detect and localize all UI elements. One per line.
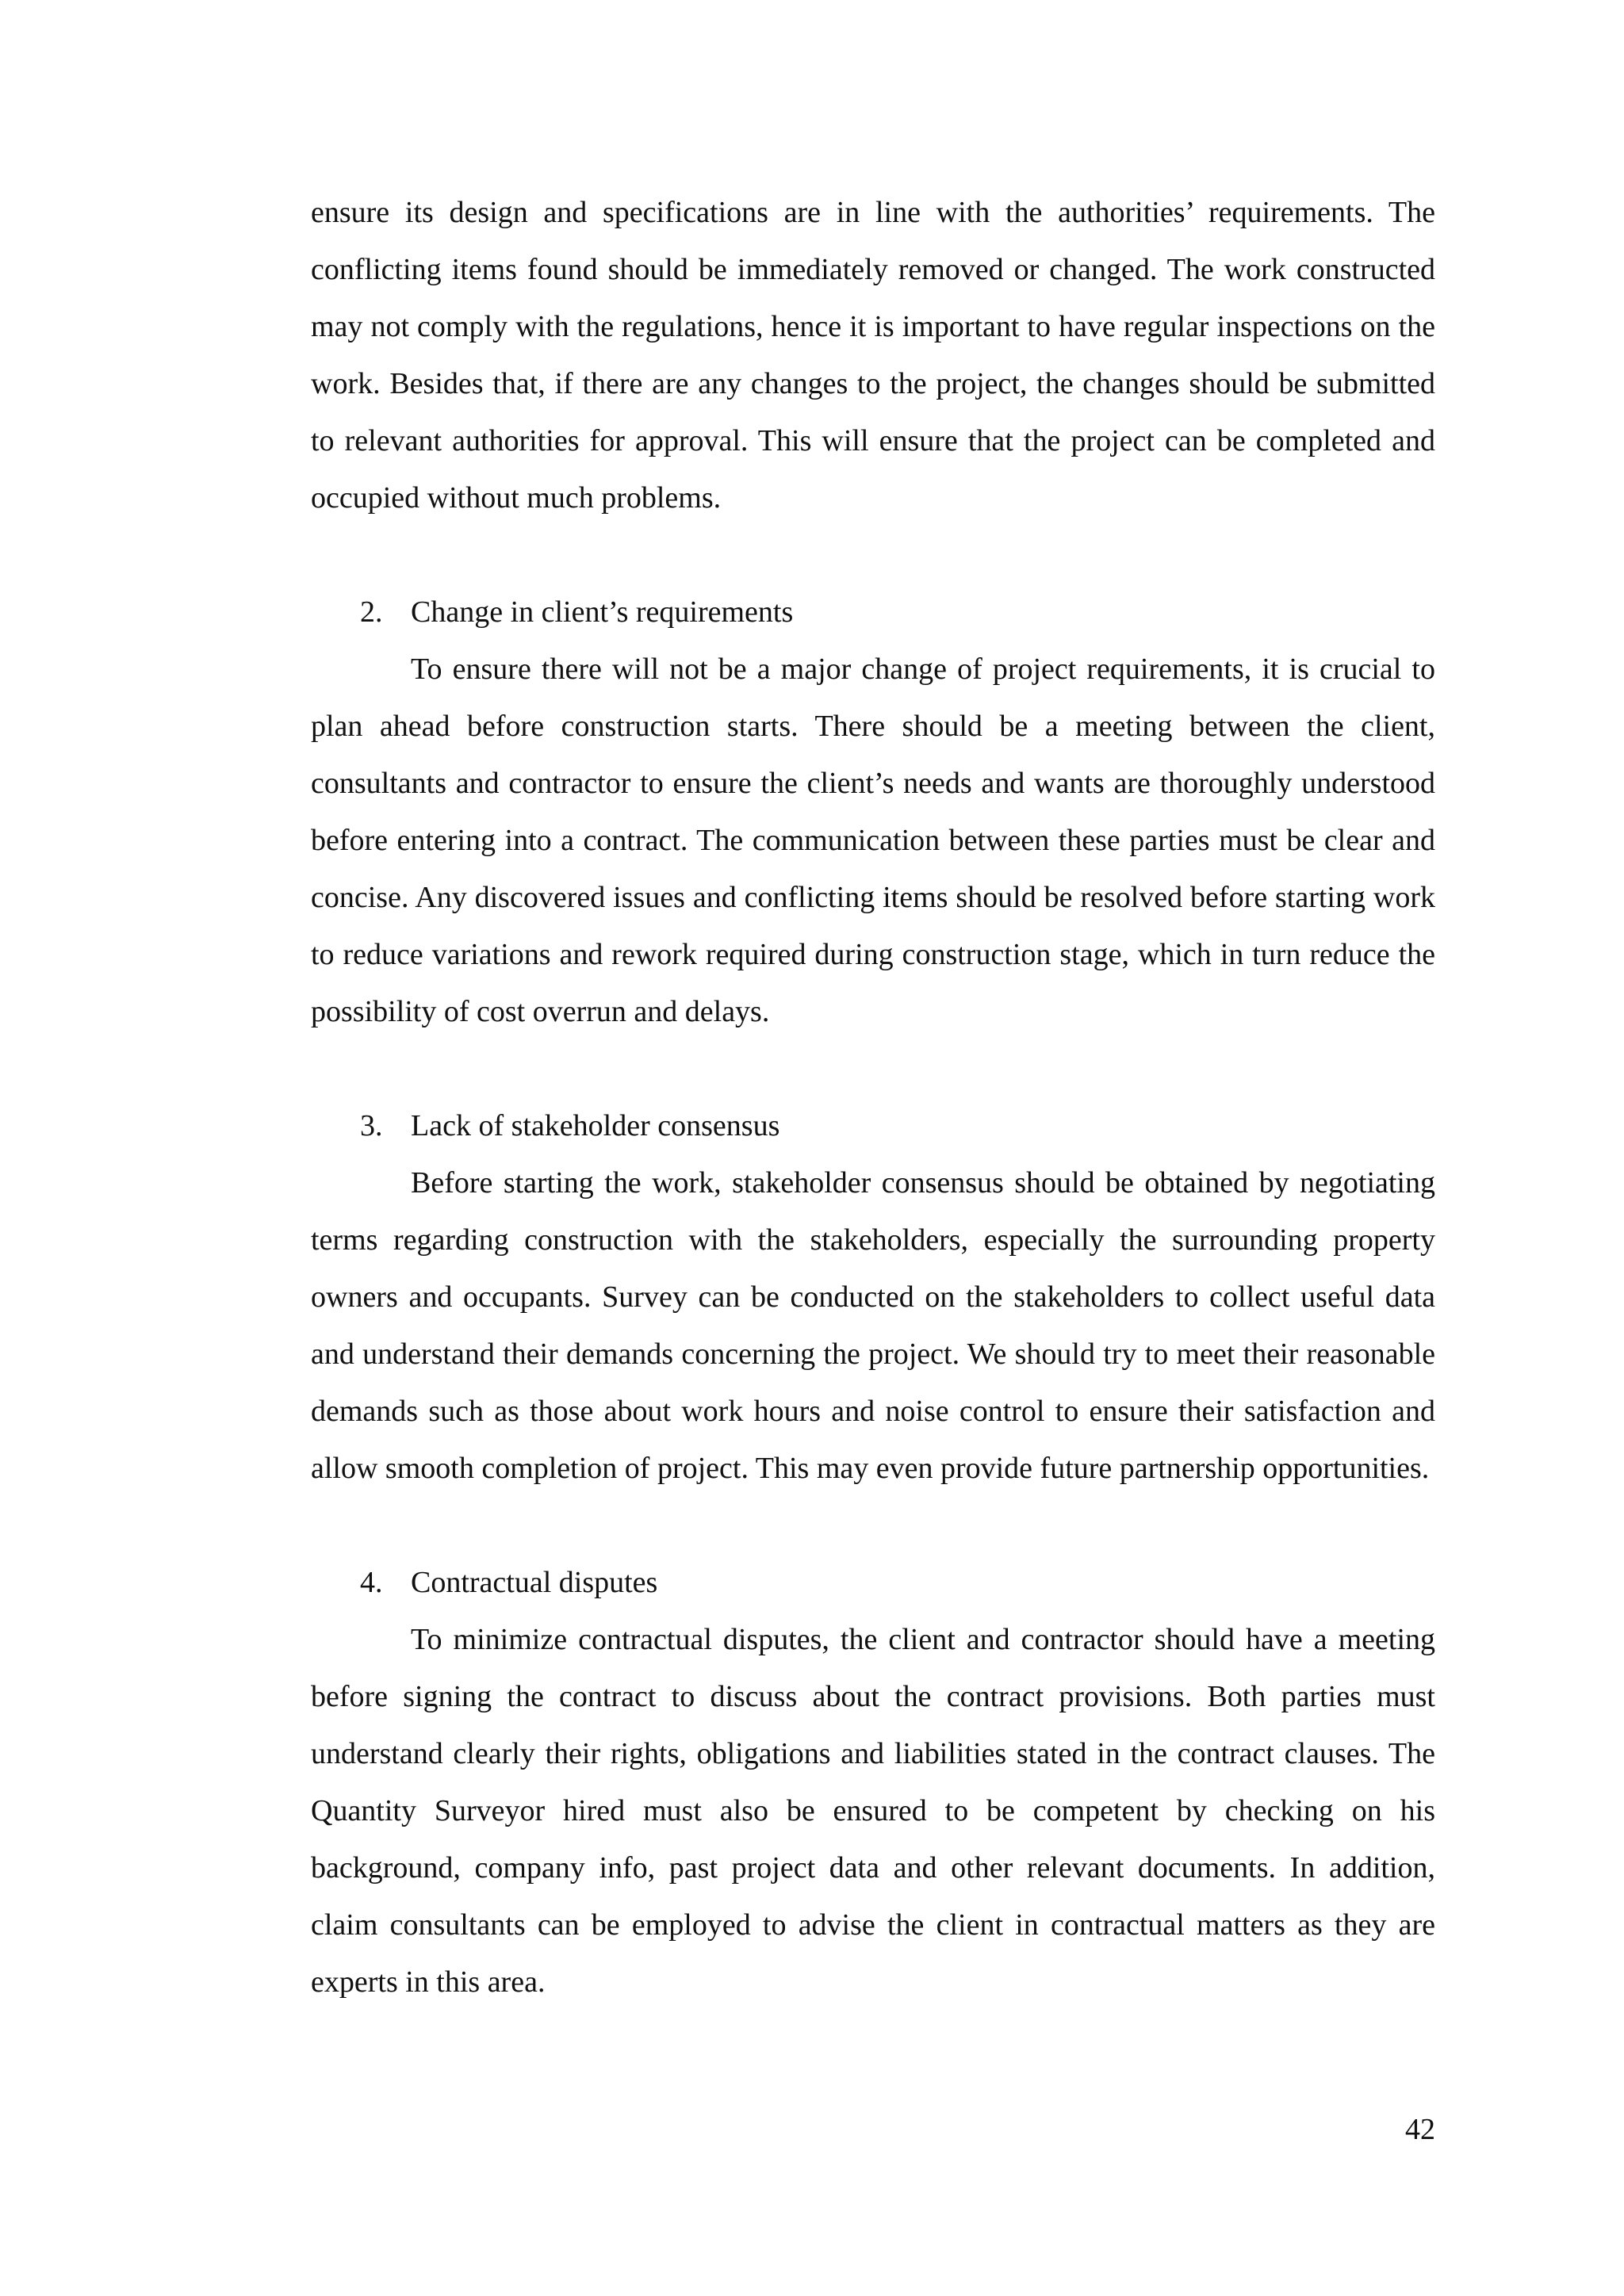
section-heading (311, 1554, 1435, 1611)
section-title: Lack of stakeholder consensus (411, 1109, 780, 1142)
section-change-in-requirements (311, 584, 1435, 1040)
section-body: Before starting the work, stakeholder consensus should be obtained by negotiating terms regarding construction with the stakeholders, especially the surrounding property owners and occupants. Survey can be conducted on the stakeholders to collect useful data and understand their demands concerning the project. We should try to meet their reasonable demands such as those about work hours and noise control to ensure their satisfaction and allow smooth completion of project. This may even provide future partnership opportunities. (311, 1166, 1435, 1485)
section-title: Change in client’s requirements (411, 595, 794, 629)
section-title: Contractual disputes (411, 1566, 658, 1599)
section-contractual-disputes (311, 1554, 1435, 2011)
section-body: To ensure there will not be a major change of project requirements, it is crucial to plan ahead before construction starts. There should be a meeting between the client, consultants and contractor to ensure the client’s needs and wants are thoroughly understood before entering into a contract. The communication between these parties must be clear and concise. Any discovered issues and conflicting items should be resolved before starting work to reduce variations and rework required during construction stage, which in turn reduce the possibility of cost overrun and delays. (311, 652, 1435, 1028)
section-heading (311, 584, 1435, 641)
section-number: 2. (360, 595, 383, 629)
page-number: 42 (1405, 2113, 1435, 2146)
section-body: To minimize contractual disputes, the client and contractor should have a meeting before signing the contract to discuss about the contract provisions. Both parties must understand clearly their rights, obligations and liabilities stated in the contract clauses. The Quantity Surveyor hired must also be ensured to be competent by checking on his background, company info, past project data and other relevant documents. In addition, claim consultants can be employed to advise the client in contractual matters as they are experts in this area. (311, 1623, 1435, 1999)
section-number: 4. (360, 1566, 383, 1599)
section-number: 3. (360, 1109, 383, 1142)
section-stakeholder-consensus (311, 1097, 1435, 1497)
section-heading (311, 1097, 1435, 1154)
intro-paragraph: ensure its design and specifications are in line with the authorities’ requirements. The conflicting items found should be immediately removed or changed. The work constructed may not comply with the regulations, hence it is important to have regular inspections on the work. Besides that, if there are any changes to the project, the changes should be submitted to relevant authorities for approval. This will ensure that the project can be completed and occupied without much problems. (311, 196, 1435, 515)
document-page (311, 184, 1435, 2011)
